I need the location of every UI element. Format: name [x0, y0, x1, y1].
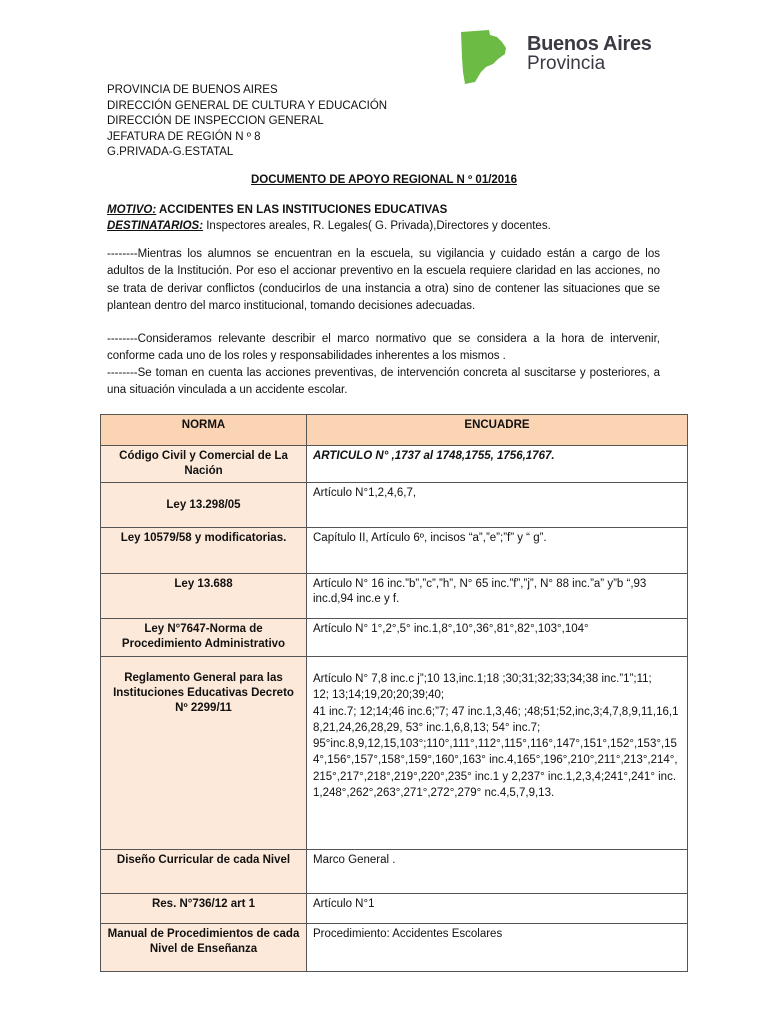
paragraph-2: --------Consideramos relevante describir el marco normativo que se considera a la hora de intervenir, conforme cada uno de los roles y responsabilidades inherentes a los mismos .: [107, 333, 660, 363]
norma-cell: Ley 13.298/05: [101, 483, 307, 528]
encuadre-cell: Procedimiento: Accidentes Escolares: [307, 924, 688, 972]
encuadre-cell: Artículo N° 1°,2°,5° inc.1,8°,10°,36°,81°,82°,103°,104°: [307, 619, 688, 657]
encuadre-cell: Artículo N° 7,8 inc.c j”;10 13,inc.1;18 ;30;31;32;33;34;38 inc.”1”;11; 12; 13;14;19,20;20;39;40; 41 inc.7; 12;14;46 inc.6;”7; 47 inc.1,3,46; ;48;51;52,inc,3;4,7,8,9,11,16,18,21,24,26,28,29, 53° inc.1,6,8,13; 54° inc.7; 95°inc.8,9,12,15,103°;110°,111°,112°,115°,116°,147°,151°,152°,153°,154°,156°,157°,158°,159°,160°,163° inc.4,165°,196°,210°,211°,213°,214°,215°,217°,218°,219°,220°,235° inc.1 y 2,237° inc.1,2,3,4;241°,241° inc.1,248°,262°,263°,271°,272°,279° nc.4,5,7,9,13.: [307, 657, 688, 850]
norma-cell: Diseño Curricular de cada Nivel: [101, 850, 307, 894]
document-title: DOCUMENTO DE APOYO REGIONAL N º 01/2016: [251, 174, 517, 186]
paragraph-1: --------Mientras los alumnos se encuentran en la escuela, su vigilancia y cuidado están a cargo de los adultos de la Institución. Por eso el accionar preventivo en la escuela requiere claridad en las acciones, no se trata de derivar conflictos (conducirlos de una instancia a otra) sino de contener las situaciones que se plantean dentro del marco institucional, tomando decisiones adecuadas.: [107, 248, 660, 312]
paragraph-3: --------Se toman en cuenta las acciones preventivas, de intervención concreta al suscitarse y posteriores, a una situación vinculada a un accidente escolar.: [107, 367, 660, 397]
table-row: [101, 657, 688, 850]
encuadre-cell: Artículo N°1,2,4,6,7,: [307, 483, 688, 528]
encuadre-cell: Artículo N°1: [307, 894, 688, 924]
encuadre-cell: Capítulo II, Artículo 6º, incisos “a”,”e”;”f” y “ g”.: [307, 528, 688, 574]
header-norma: NORMA: [101, 415, 307, 446]
logo-line2: Provincia: [527, 53, 606, 74]
encuadre-cell: Artículo N° 16 inc.”b”,”c”,”h”, N° 65 inc.”f”,”j”, N° 88 inc.”a” y”b “,93 inc.d,94 inc.e y f.: [307, 574, 688, 619]
header-line: JEFATURA DE REGIÓN N º 8: [107, 130, 261, 143]
table-row: [101, 894, 688, 924]
header-line: DIRECCIÓN GENERAL DE CULTURA Y EDUCACIÓN: [107, 99, 388, 112]
normative-table: [100, 414, 688, 972]
header-line: G.PRIVADA-G.ESTATAL: [107, 146, 234, 158]
destinatarios-label: DESTINATARIOS:: [107, 219, 204, 232]
table-row: [101, 619, 688, 657]
header-line: PROVINCIA DE BUENOS AIRES: [107, 84, 278, 96]
header-encuadre: ENCUADRE: [307, 415, 688, 446]
norma-cell: Código Civil y Comercial de La Nación: [101, 446, 307, 483]
motivo-block: [107, 203, 551, 234]
norma-cell: Ley 10579/58 y modificatorias.: [101, 528, 307, 574]
norma-cell: Manual de Procedimientos de cada Nivel de Enseñanza: [101, 924, 307, 972]
table-row: [101, 850, 688, 894]
header-line: DIRECCIÓN DE INSPECCION GENERAL: [107, 115, 324, 127]
table-row: [101, 924, 688, 972]
norma-cell: Ley N°7647-Norma de Procedimiento Administrativo: [101, 619, 307, 657]
table-row: [101, 483, 688, 528]
encuadre-cell: ARTICULO N° ,1737 al 1748,1755, 1756,1767.: [307, 446, 688, 483]
logo-line1: Buenos Aires: [527, 33, 652, 55]
norma-cell: Ley 13.688: [101, 574, 307, 619]
buenos-aires-logo: [459, 28, 669, 88]
header-block: [107, 83, 387, 161]
buenos-aires-map-icon: [459, 28, 517, 86]
destinatarios-text: Inspectores areales, R. Legales( G. Privada),Directores y docentes.: [203, 219, 551, 232]
encuadre-cell: Marco General .: [307, 850, 688, 894]
motivo-text: ACCIDENTES EN LAS INSTITUCIONES EDUCATIVAS: [156, 204, 448, 216]
table-header-row: [101, 415, 688, 446]
motivo-label: MOTIVO:: [107, 204, 157, 216]
norma-cell: Res. N°736/12 art 1: [101, 894, 307, 924]
table-row: [101, 528, 688, 574]
norma-cell: Reglamento General para las Instituciones Educativas Decreto Nº 2299/11: [101, 657, 307, 850]
table-row: [101, 574, 688, 619]
table-row: [101, 446, 688, 483]
